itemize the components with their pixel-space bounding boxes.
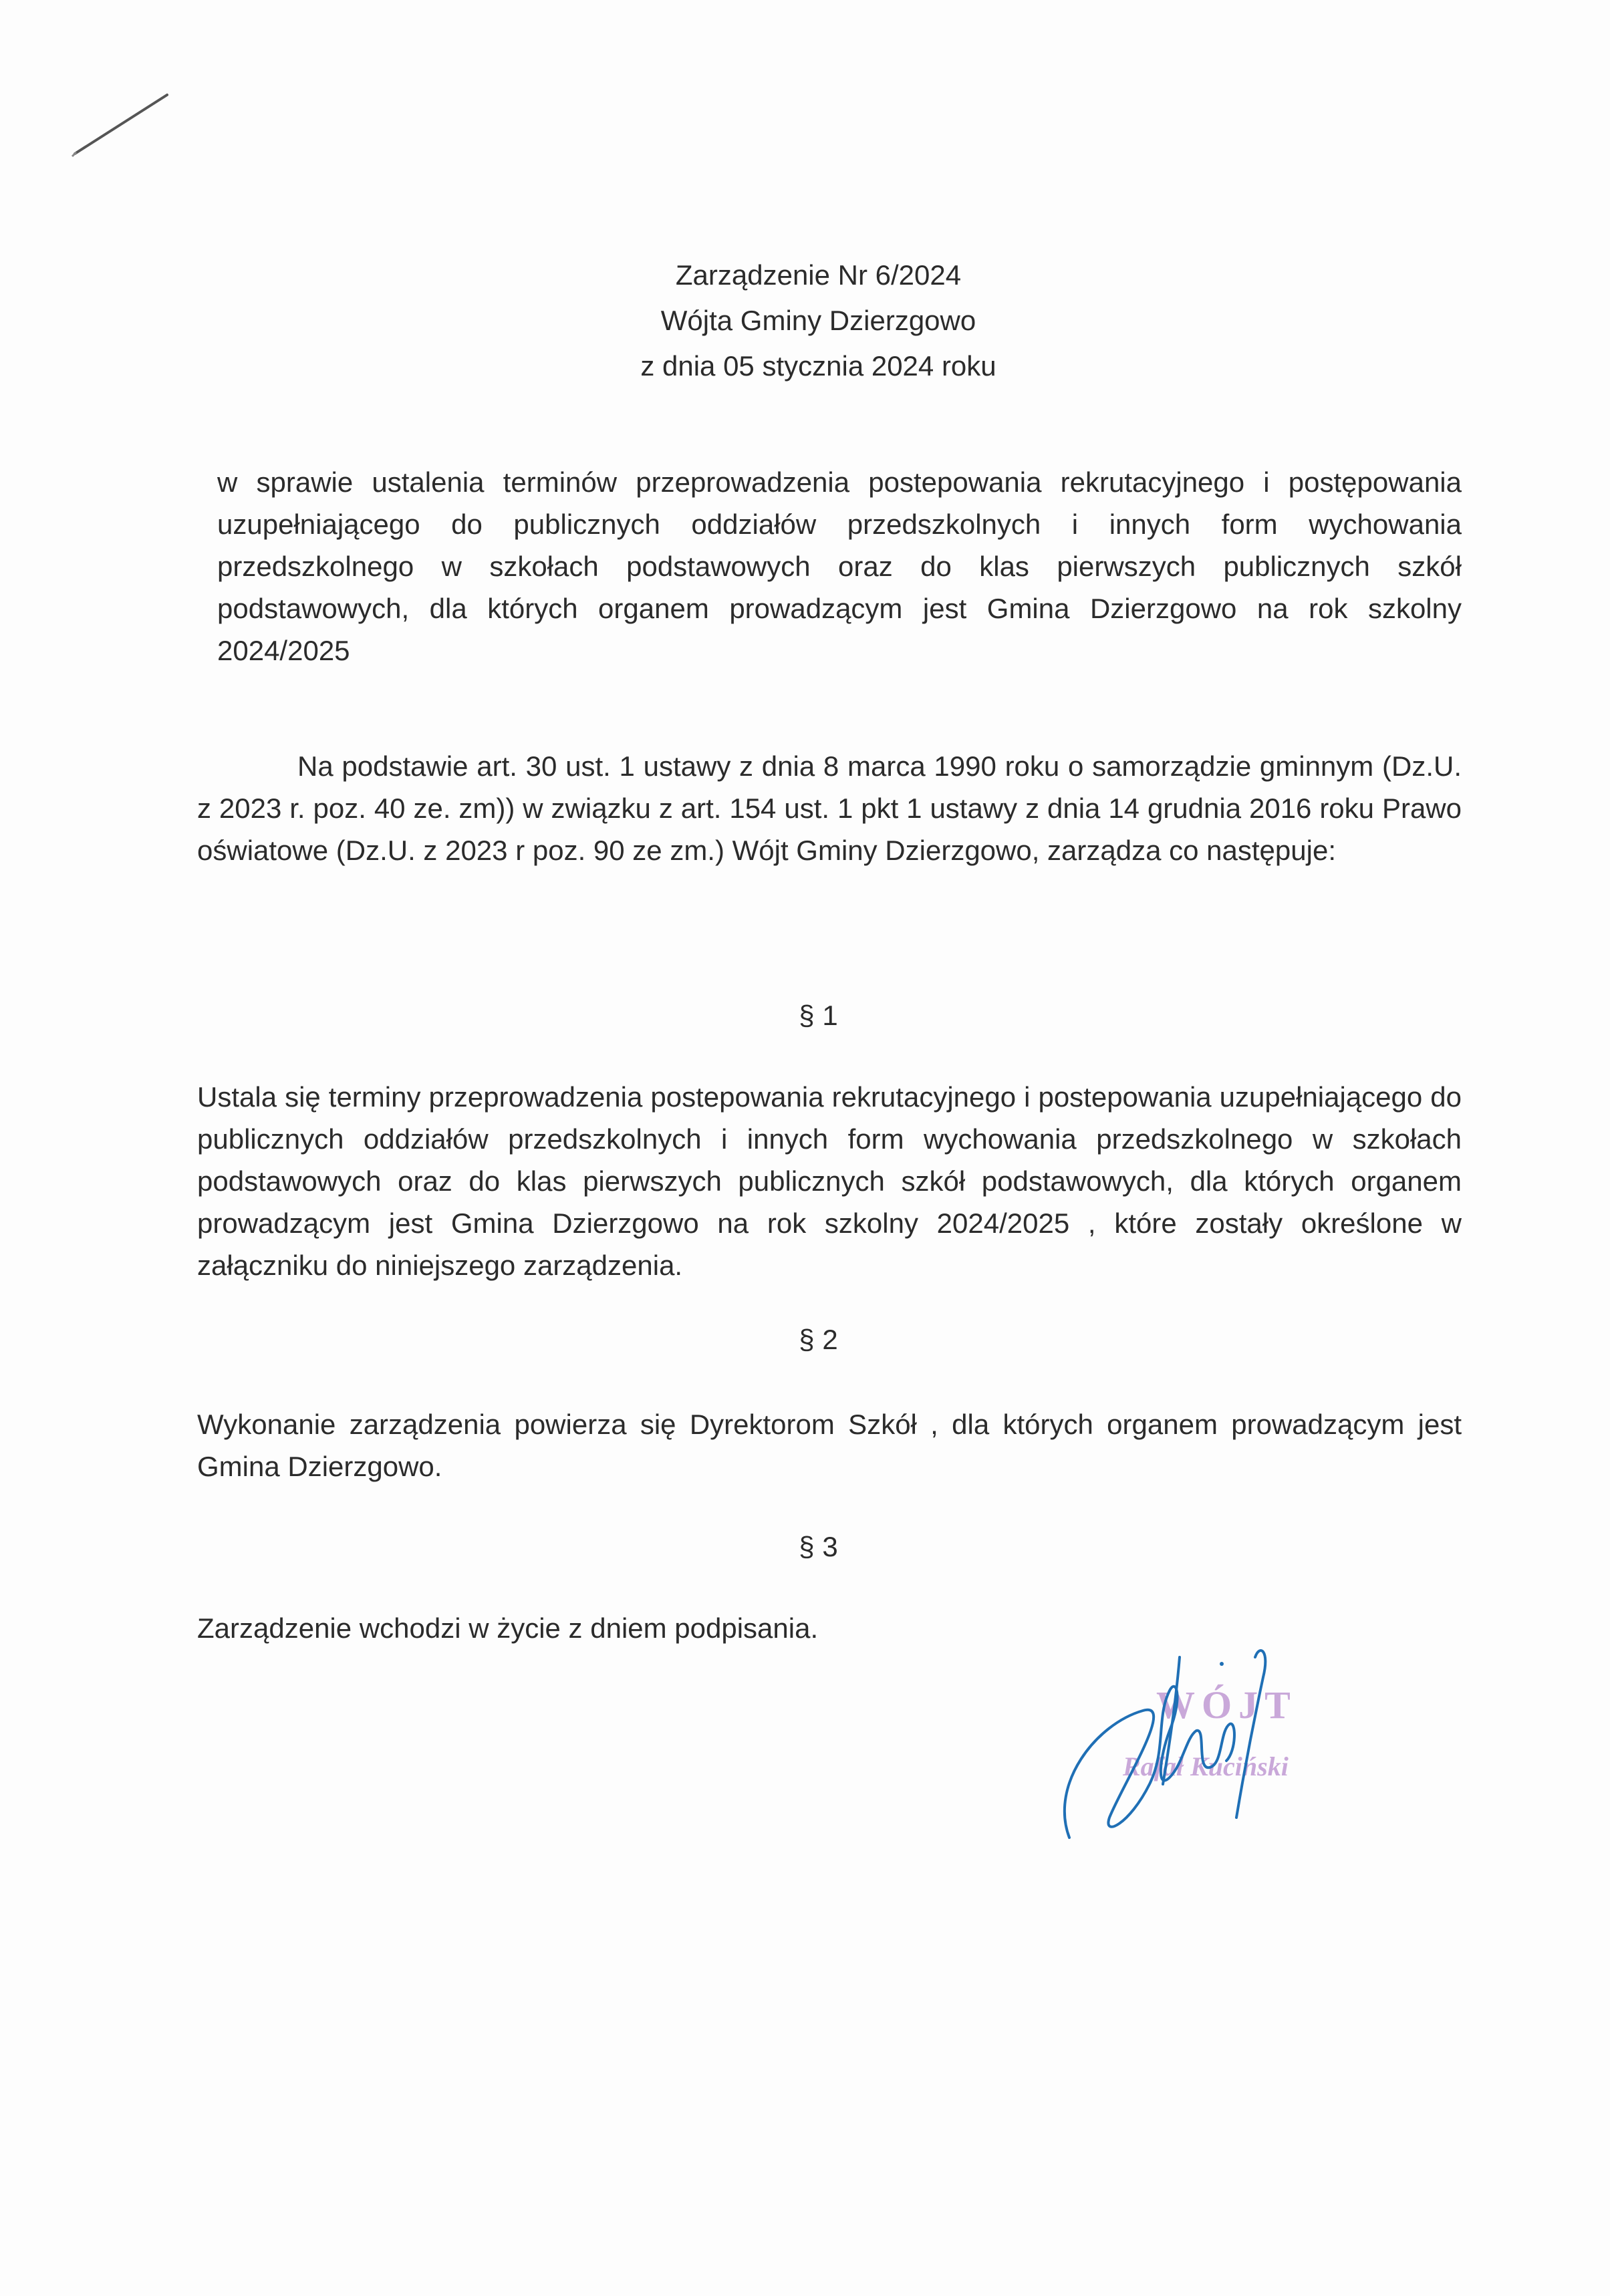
- decree-date: z dnia 05 stycznia 2024 roku: [640, 350, 996, 382]
- handwritten-signature: [1043, 1617, 1323, 1864]
- section-2-text: Wykonanie zarządzenia powierza się Dyrektorom Szkół , dla których organem prowadzącym jest Gmina Dzierzgowo.: [197, 1409, 1462, 1482]
- issuer: Wójta Gminy Dzierzgowo: [660, 305, 976, 336]
- section-3-text: Zarządzenie wchodzi w życie z dniem podpisania.: [197, 1612, 819, 1644]
- section-1-title: § 1: [799, 1000, 838, 1031]
- stamp-name: Rafał Kuciński: [1123, 1751, 1289, 1781]
- section-3-title: § 3: [799, 1531, 838, 1562]
- pen-stroke-mark: [67, 87, 174, 160]
- official-stamp: [1043, 1617, 1323, 1864]
- legal-basis: Na podstawie art. 30 ust. 1 ustawy z dnia 8 marca 1990 roku o samorządzie gminnym (Dz.U. z 2023 r. poz. 40 ze. zm)) w związku z art. 154 ust. 1 pkt 1 ustawy z dnia 14 grudnia 2016 roku Prawo oświatowe (Dz.U. z 2023 r poz. 90 ze zm.) Wójt Gminy Dzierzgowo, zarządza co następuje:: [197, 750, 1462, 866]
- section-1-text: Ustala się terminy przeprowadzenia postepowania rekrutacyjnego i postepowania uzupełniającego do publicznych oddziałów przedszkolnych i innych form wychowania przedszkolnego w szkołach podstawowych oraz do klas pierwszych publicznych szkół podstawowych, dla których organem prowadzącym jest Gmina Dzierzgowo na rok szkolny 2024/2025 , które zostały określone w załączniku do niniejszego zarządzenia.: [197, 1081, 1462, 1281]
- decree-subject: w sprawie ustalenia terminów przeprowadzenia postepowania rekrutacyjnego i postępowania uzupełniającego do publicznych oddziałów przedszkolnych i innych form wychowania przedszkolnego w szkołach podstawowych oraz do klas pierwszych publicznych szkół podstawowych, dla których organem prowadzącym jest Gmina Dzierzgowo na rok szkolny 2024/2025: [217, 466, 1462, 666]
- document-header: [0, 253, 1610, 389]
- decree-number: Zarządzenie Nr 6/2024: [675, 259, 962, 291]
- section-2-title: § 2: [799, 1324, 838, 1355]
- stamp-title: WÓJT: [1156, 1683, 1297, 1727]
